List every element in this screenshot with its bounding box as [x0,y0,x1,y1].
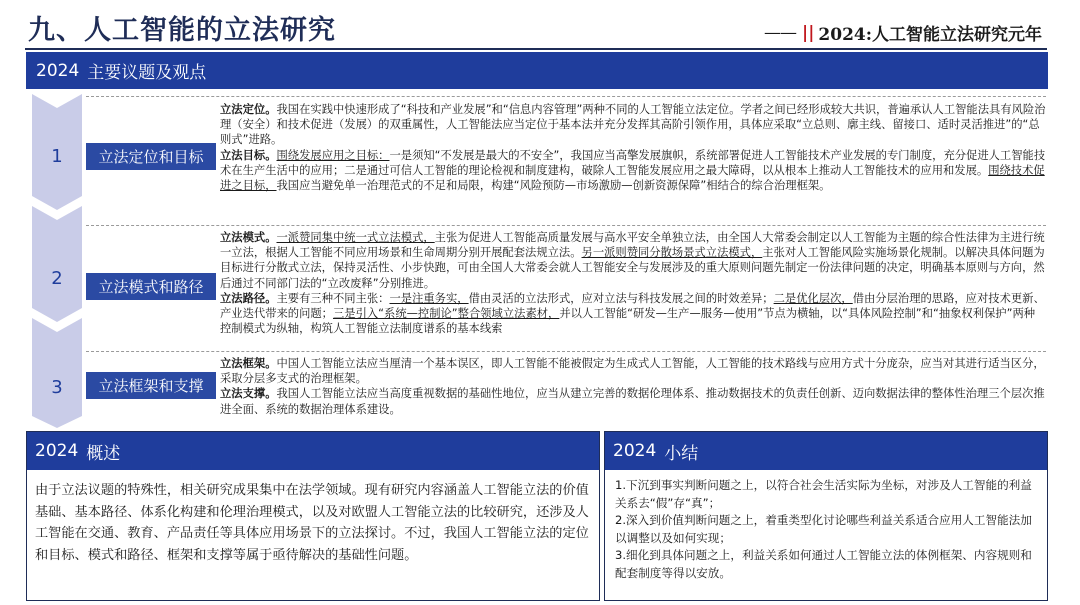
step-number-1: 1 [51,146,63,167]
para-support: 我国人工智能立法应当高度重视数据的基础性地位，应当从建立完善的数据伦理体系、推动数据技术的负责任创新、迈向数据法律的整体性治理三个层次推进全面、系统的数据治理体系建设。 [220,387,1045,416]
header-tagline-text: 2024:人工智能立法研究元年 [818,25,1042,45]
subhead-goals: 立法目标。 [220,148,277,162]
overview-year: 2024 [35,441,79,461]
path-one-text: 借由灵活的立法形式，应对立法与科技发展之间的时效差异； [468,291,774,305]
goal-development-lead: 围绕发展应用之目标： [276,148,390,162]
path-two-text: 借由分层治理的思路，应对技术更新、产业迭代带来的问题； [220,291,1045,321]
overview-header [27,432,599,470]
overview-title: 概述 [86,443,121,464]
path-three-lead: 三是引入“系统—控制论”整合领域立法素材， [332,307,560,321]
subhead-path: 立法路径。 [220,291,277,305]
subhead-framework: 立法框架。 [220,357,277,370]
mode-centralized-lead: 一派赞同集中统一式立法模式， [276,231,435,244]
para-positioning: 我国在实践中快速形成了“科技和产业发展”和“信息内容管理”两种不同的人工智能立法定位。学者之间已经形成较大共识，普遍承认人工智能法具有风险治理（安全）和技术促进（发展）的双重属性，人工智能法应当定位于基本法并充分发挥其高阶引领作用，具体应采取“立总则、廓主线、留接口、适时灵活推进”的“总则式”进路。 [220,103,1046,147]
row-divider [86,351,1046,352]
chevron-step-2 [32,206,82,322]
row-divider [86,96,1046,97]
para-framework: 中国人工智能立法应当厘清一个基本误区，即人工智能不能被假定为生成式人工智能，人工智能的技术路线与应用方式十分庞杂，应当对其进行适当区分，采取分层多支式的治理框架。 [220,357,1045,386]
title-divider [25,48,1047,50]
overview-panel [26,431,600,601]
subhead-mode: 立法模式。 [220,231,277,244]
subhead-support: 立法支撑。 [220,387,277,401]
header-accent-bar: || [802,22,815,43]
row-divider [86,225,1046,226]
step-chevrons [32,94,82,428]
banner-label: 主要议题及观点 [87,63,207,83]
subhead-positioning: 立法定位。 [220,103,277,116]
path-two-lead: 二是优化层次， [773,291,853,305]
step-number-3: 3 [51,377,63,398]
summary-panel [604,431,1048,601]
topic-text-positioning [220,102,1046,193]
topic-label-positioning: 立法定位和目标 [86,143,216,170]
banner-year: 2024 [36,60,80,81]
summary-title: 小结 [664,443,699,464]
topic-label-mode: 立法模式和路径 [86,273,216,300]
header-tagline [764,20,1042,45]
summary-item: 1.下沉到事实判断问题之上，以符合社会生活实际为坐标，对涉及人工智能的利益关系去“假”存“真”； [615,478,1032,510]
summary-item: 2.深入到价值判断问题之上，着重类型化讨论哪些利益关系适合应用人工智能法加以调整以及如何实现； [615,513,1032,545]
topic-text-framework [220,356,1046,417]
step-number-2: 2 [51,268,63,289]
page-title: 九、人工智能的立法研究 [28,15,336,46]
header-dash: —— [764,22,797,43]
chevron-step-3 [32,318,82,428]
goal-development-text: 一是须知“不发展是最大的不安全”，我国应当高擎发展旗帜，系统部署促进人工智能技术产业发展的专门制度，充分促进人工智能技术在生产生活中的应用；二是通过可信人工智能的理论检视和制度建构，破除人工智能发展应用之最大障碍，以从根本上推动人工智能技术的应用和发展。 [220,148,1046,177]
goal-promotion-text: 我国应当避免单一治理范式的不足和局限，构建“风险预防—市场激励—创新资源保障”相结合的综合治理框架。 [276,179,831,193]
main-topics-banner [26,52,1048,89]
mode-centralized-text: 主张为促进人工智能高质量发展与高水平安全单独立法，由全国人大常委会制定以人工智能为主题的综合性法律为主进行统一立法，根据人工智能不同应用场景和生命周期分别开展配套法规立法。 [220,231,1045,260]
summary-header [605,432,1047,470]
summary-list [605,470,1047,582]
topic-text-mode [220,230,1046,336]
summary-item: 3.细化到具体问题之上，利益关系如何通过人工智能立法的体例框架、内容规则和配套制度等得以安放。 [615,548,1032,580]
mode-decentralized-text: 主张对人工智能风险实施场景化规制。以解决具体问题为目标进行分散式立法，保持灵活性、小步快跑，可由全国人大常委会就人工智能安全与发展涉及的重大原则问题先制定一份法律问题的决定，明确基本原则与方向，然后通过不同部门法的“立改废释”分别推进。 [220,246,1045,290]
path-intro: 主要有三种不同主张： [276,291,390,305]
path-one-lead: 一是注重务实， [389,291,469,305]
overview-text: 由于立法议题的特殊性，相关研究成果集中在法学领域。现有研究内容涵盖人工智能立法的价值基础、基本路径、体系化构建和伦理治理模式，以及对欧盟人工智能立法的比较研究，还涉及人工智能在交通、教育、产品责任等具体应用场景下的立法探讨。不过，我国人工智能立法的定位和目标、模式和路径、框架和支撑等属于亟待解决的基础性问题。 [35,483,589,563]
mode-decentralized-lead: 另一派则赞同分散场景式立法模式， [581,246,763,260]
goal-promotion-lead: 围绕技术促进之目标， [220,163,1045,193]
summary-year: 2024 [613,441,657,461]
path-three-text: 并以人工智能“研发—生产—服务—使用”节点为横轴，以“具体风险控制”和“抽象权利保护”两种控制模式为纵轴，构筑人工智能立法制度谱系的基本线索 [220,307,1036,336]
topic-label-framework: 立法框架和支撑 [86,372,216,399]
